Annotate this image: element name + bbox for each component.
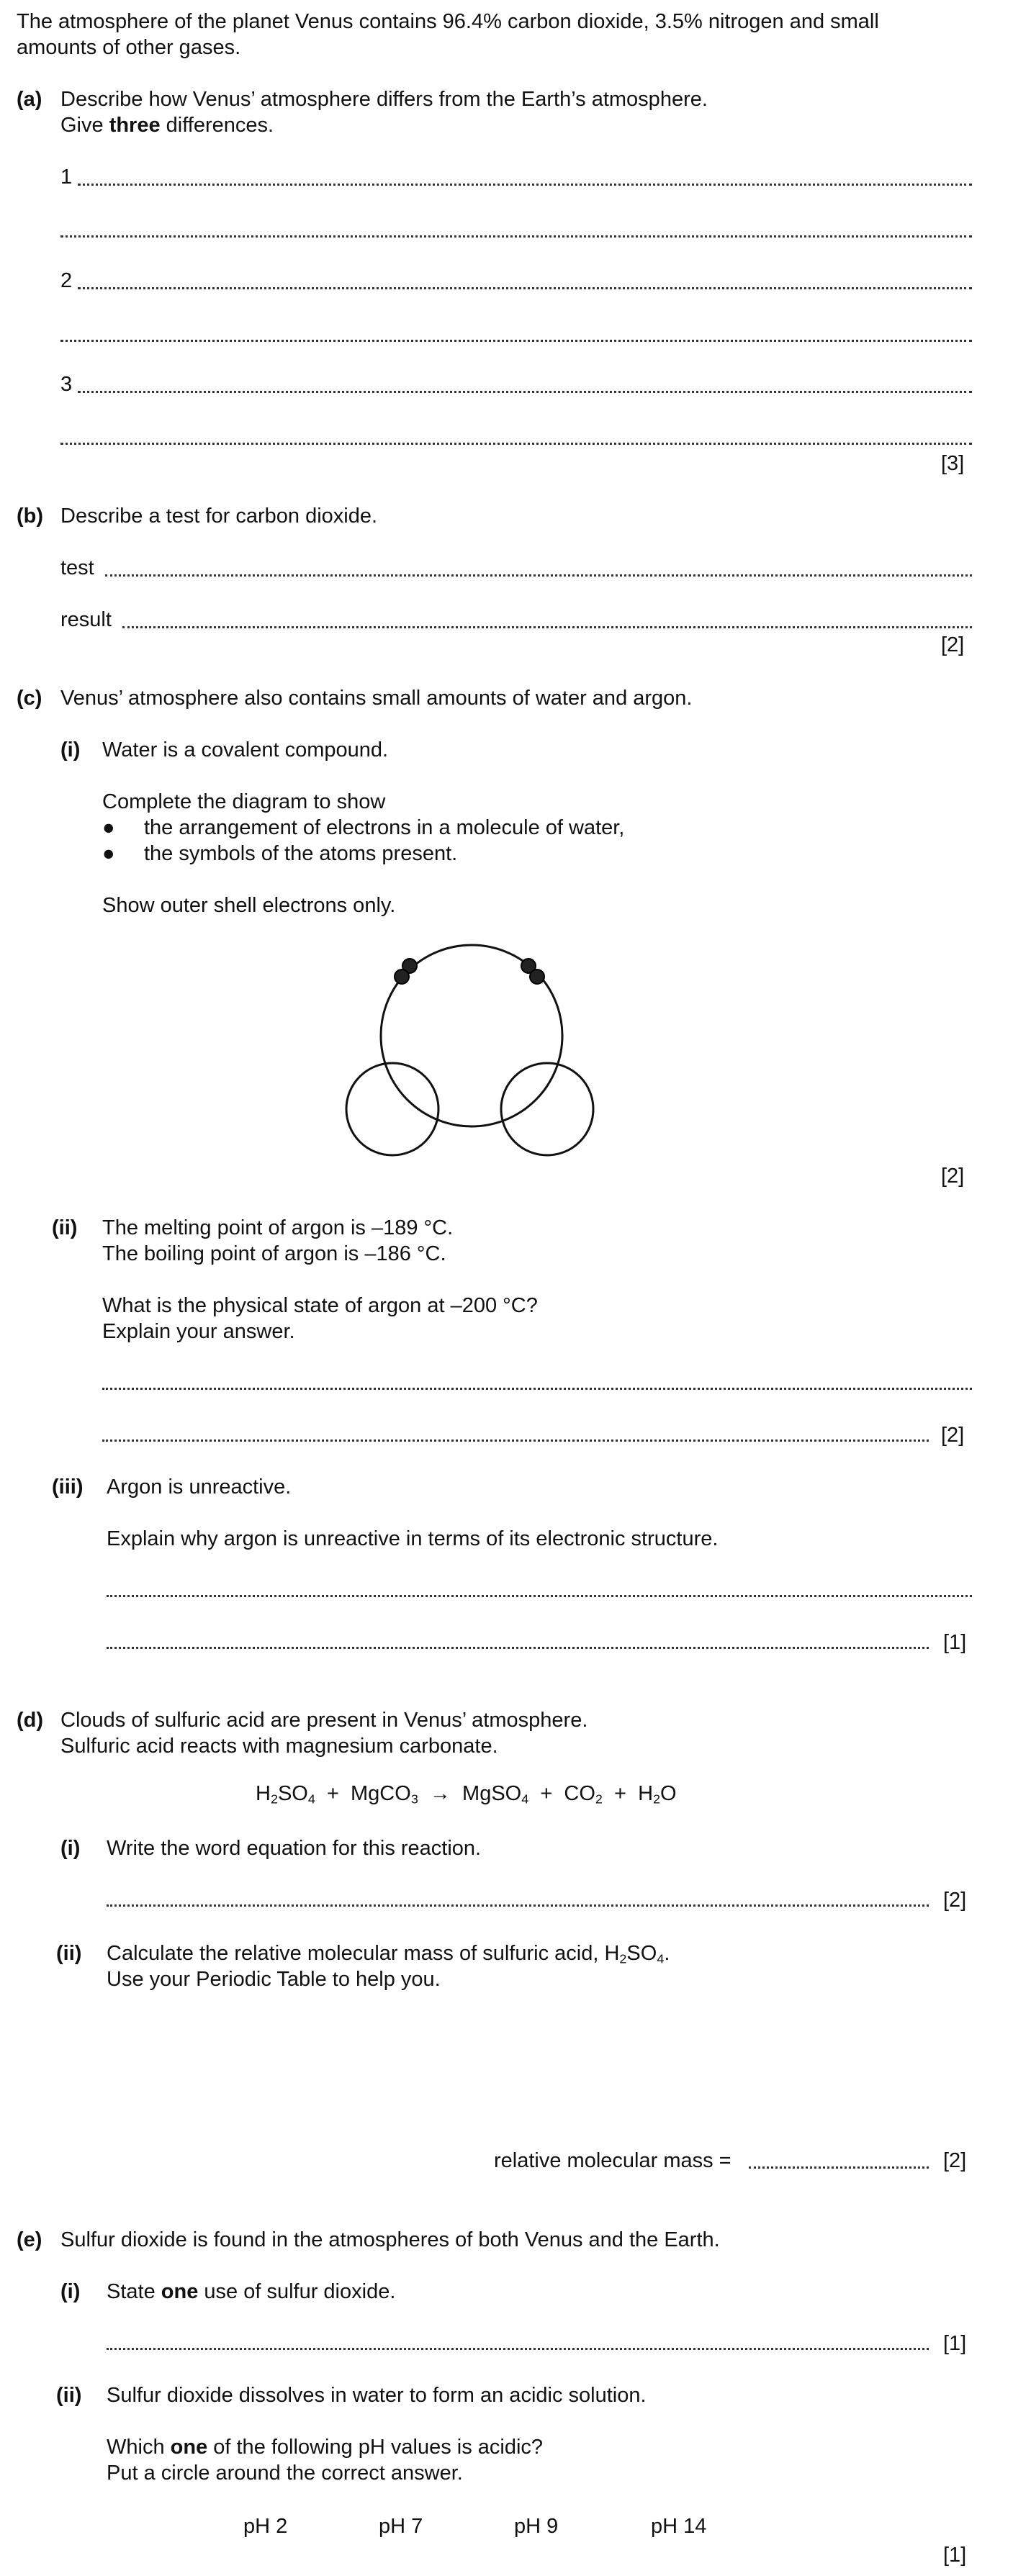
part-b-label: (b) <box>17 505 44 528</box>
part-a-question: Describe how Venus’ atmosphere differs from the Earth’s atmosphere. <box>60 88 708 111</box>
bullet-1 <box>102 816 115 840</box>
part-e-i-question: State one use of sulfur dioxide. <box>107 2280 396 2303</box>
part-c-intro: Venus’ atmosphere also contains small amounts of water and argon. <box>60 687 693 710</box>
hydrogen-shell-left <box>346 1063 438 1155</box>
bullet-icon: ● <box>102 842 115 865</box>
part-e-ii-question: Which one of the following pH values is acidic? <box>107 2436 544 2459</box>
bullet-2 <box>102 842 115 866</box>
ph-option-2[interactable]: pH 2 <box>243 2515 288 2538</box>
answer-line-result[interactable] <box>122 626 972 628</box>
melting-point-text: The melting point of argon is –189 °C. <box>102 1216 454 1239</box>
part-c-iii-label: (iii) <box>52 1475 84 1499</box>
part-d-label: (d) <box>17 1709 44 1732</box>
bullet-icon: ● <box>102 816 115 839</box>
part-e-ii-marks: [1] <box>943 2544 967 2567</box>
outer-shell-note: Show outer shell electrons only. <box>102 894 396 917</box>
part-e-intro: Sulfur dioxide is found in the atmospheres of both Venus and the Earth. <box>60 2228 720 2251</box>
part-d-ii-hint: Use your Periodic Table to help you. <box>107 1968 441 1991</box>
bullet-2-text: the symbols of the atoms present. <box>144 842 458 865</box>
part-a-marks: [3] <box>941 452 965 475</box>
boiling-point-text: The boiling point of argon is –186 °C. <box>102 1242 446 1265</box>
answer-number-3: 3 <box>60 373 73 396</box>
part-c-i-marks: [2] <box>941 1165 965 1188</box>
answer-line-c-iii-1[interactable] <box>107 1595 972 1597</box>
part-c-i-statement: Water is a covalent compound. <box>102 738 389 761</box>
hydrogen-shell-right <box>501 1063 593 1155</box>
bullet-1-text: the arrangement of electrons in a molecule of water, <box>144 816 625 839</box>
rmm-label: relative molecular mass = <box>494 2149 731 2172</box>
answer-line-a1b[interactable] <box>60 235 972 238</box>
ph-option-9[interactable]: pH 9 <box>514 2515 559 2538</box>
part-c-iii-marks: [1] <box>943 1631 967 1654</box>
part-c-ii-marks: [2] <box>941 1424 965 1447</box>
part-e-i-marks: [1] <box>943 2332 967 2355</box>
result-label: result <box>60 608 112 631</box>
electron <box>395 970 409 984</box>
water-molecule-diagram[interactable] <box>338 936 612 1173</box>
part-c-label: (c) <box>17 687 42 710</box>
answer-line-c-ii-1[interactable] <box>102 1388 972 1390</box>
answer-number-1: 1 <box>60 166 73 189</box>
answer-line-a3[interactable] <box>78 391 972 393</box>
answer-line-c-ii-2[interactable] <box>102 1440 929 1442</box>
answer-line-a1[interactable] <box>78 184 972 186</box>
answer-line-a2[interactable] <box>78 287 972 289</box>
answer-line-a2b[interactable] <box>60 340 972 342</box>
part-d-i-marks: [2] <box>943 1889 967 1912</box>
part-b-marks: [2] <box>941 633 965 656</box>
part-d-line-1: Clouds of sulfuric acid are present in Venus’ atmosphere. <box>60 1709 588 1732</box>
answer-number-2: 2 <box>60 269 73 292</box>
part-d-i-question: Write the word equation for this reaction. <box>107 1837 482 1860</box>
answer-line-test[interactable] <box>105 574 972 577</box>
part-a-label: (a) <box>17 88 42 111</box>
test-label: test <box>60 556 94 579</box>
part-c-iii-question: Explain why argon is unreactive in terms of its electronic structure. <box>107 1527 719 1550</box>
part-d-i-label: (i) <box>60 1837 81 1860</box>
part-c-ii-label: (ii) <box>52 1216 78 1239</box>
intro-line-1: The atmosphere of the planet Venus contains 96.4% carbon dioxide, 3.5% nitrogen and small <box>17 10 879 33</box>
part-d-ii-marks: [2] <box>943 2149 967 2172</box>
ph-option-7[interactable]: pH 7 <box>379 2515 423 2538</box>
part-e-ii-label: (ii) <box>56 2384 82 2407</box>
answer-line-c-iii-2[interactable] <box>107 1647 929 1649</box>
part-d-ii-label: (ii) <box>56 1942 82 1965</box>
part-c-ii-question: What is the physical state of argon at –200 °C? <box>102 1294 538 1317</box>
part-c-i-label: (i) <box>60 738 81 761</box>
part-a-instruction: Give three differences. <box>60 114 274 137</box>
part-d-line-2: Sulfuric acid reacts with magnesium carbonate. <box>60 1735 498 1758</box>
chemical-equation: $H_2SO_4$ + MgCO$_3$ → MgSO$_4$ + $CO_2 + H_2O$ <box>256 1782 677 1807</box>
intro-line-2: amounts of other gases. <box>17 36 241 59</box>
ph-option-14[interactable]: pH 14 <box>651 2515 707 2538</box>
part-e-ii-instruction: Put a circle around the correct answer. <box>107 2462 463 2485</box>
part-e-i-label: (i) <box>60 2280 81 2303</box>
electron <box>530 970 544 984</box>
answer-line-rmm[interactable] <box>749 2166 929 2169</box>
part-c-i-instruction: Complete the diagram to show <box>102 790 386 813</box>
answer-line-word-equation[interactable] <box>107 1904 929 1907</box>
answer-line-a3b[interactable] <box>60 443 972 445</box>
part-c-ii-explain: Explain your answer. <box>102 1320 295 1343</box>
part-d-ii-question: Calculate the relative molecular mass of sulfuric acid, $H_2SO_4$. <box>107 1942 670 1966</box>
part-b-question: Describe a test for carbon dioxide. <box>60 505 378 528</box>
part-e-label: (e) <box>17 2228 42 2251</box>
answer-line-so2-use[interactable] <box>107 2348 929 2350</box>
part-c-iii-statement: Argon is unreactive. <box>107 1475 292 1499</box>
part-e-ii-statement: Sulfur dioxide dissolves in water to form an acidic solution. <box>107 2384 647 2407</box>
